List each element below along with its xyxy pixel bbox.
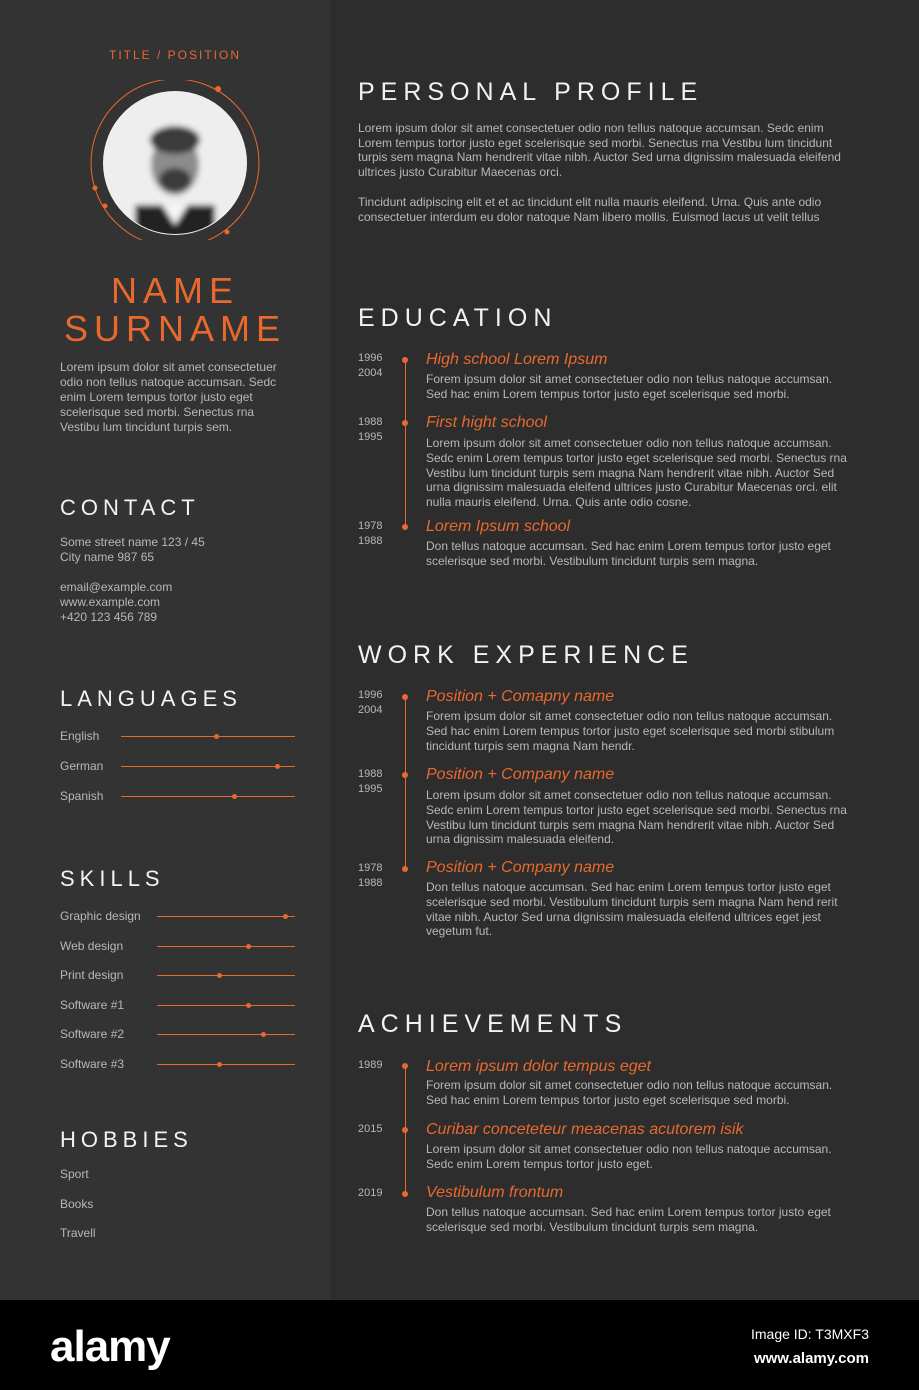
education-years	[358, 415, 382, 445]
timeline-dot	[402, 694, 408, 700]
year-start: 1988	[358, 416, 383, 428]
profile-heading: PERSONAL PROFILE	[358, 78, 704, 106]
achievement-year: 2015	[358, 1123, 383, 1135]
work-text: Lorem ipsum dolor sit amet consectetuer odio non tellus natoque accumsan. Sedc enim Lorem tempus tortor justo eget scelerisque sed morbi. Senectus rna Vestibu lum tincidunt turpis sem magna Nam hendrerit vitae nibh. Auctor Sed urna dignissim malesuada eleifend.	[426, 788, 847, 847]
language-row	[60, 729, 295, 743]
skill-level-marker	[246, 944, 251, 949]
skill-label: Web design	[60, 938, 124, 953]
skill-label: Software #2	[60, 1027, 125, 1042]
education-title: First hight school	[426, 414, 547, 431]
address-line-2: City name 987 65	[60, 550, 155, 564]
achievement-text: Forem ipsum dolor sit amet consectetuer odio non tellus natoque accumsan. Sed hac enim Lorem tempus tortor justo eget scelerisque sed morbi.	[426, 1078, 833, 1107]
timeline-dot	[402, 420, 408, 426]
language-level-marker	[275, 764, 280, 769]
skill-level-bar	[157, 946, 295, 947]
timeline-dot	[402, 866, 408, 872]
skill-label: Print design	[60, 968, 124, 983]
skill-level-bar	[157, 1064, 295, 1065]
timeline-dot	[402, 357, 408, 363]
language-level-bar	[121, 766, 295, 767]
avatar-icon	[90, 80, 260, 240]
language-level-marker	[214, 734, 219, 739]
work-timeline	[405, 697, 406, 870]
title-position: TITLE / POSITION	[108, 48, 241, 62]
achievement-year: 2019	[358, 1187, 383, 1199]
hobby-item: Books	[60, 1197, 94, 1211]
last-name: SURNAME	[63, 308, 287, 349]
achievement-title: Lorem ipsum dolor tempus eget	[426, 1058, 651, 1075]
skill-level-bar	[157, 1005, 295, 1006]
achievement-text: Lorem ipsum dolor sit amet consectetuer odio non tellus natoque accumsan. Sedc enim Lorem tempus tortor justo eget.	[426, 1142, 832, 1171]
hobbies-heading: HOBBIES	[60, 1127, 193, 1152]
website-text: www.example.com	[60, 595, 161, 609]
education-years	[358, 519, 382, 549]
skill-level-marker	[261, 1032, 266, 1037]
skill-row	[60, 968, 295, 982]
skill-row	[60, 998, 295, 1012]
language-label: German	[60, 759, 104, 773]
skill-label: Graphic design	[60, 909, 141, 923]
skill-level-marker	[217, 1062, 222, 1067]
skill-level-bar	[157, 1034, 295, 1035]
year-end: 1988	[358, 535, 383, 547]
hobby-item: Travell	[60, 1226, 96, 1240]
watermark-footer	[0, 1300, 919, 1390]
year-end: 1995	[358, 431, 383, 443]
contact-block	[60, 535, 205, 625]
work-title: Position + Company name	[426, 859, 615, 876]
achievements-heading: ACHIEVEMENTS	[358, 1010, 628, 1038]
first-name: NAME	[110, 270, 239, 311]
education-title: High school Lorem Ipsum	[426, 351, 608, 368]
year-start: 1978	[358, 520, 383, 532]
skill-row	[60, 1027, 295, 1041]
alamy-logo: alamy	[50, 1322, 170, 1371]
achievement-title: Curibar conceteteur meacenas acutorem isik	[426, 1121, 744, 1138]
work-years	[358, 767, 382, 797]
footer-url: www.alamy.com	[753, 1350, 869, 1367]
phone-text: +420 123 456 789	[60, 610, 158, 624]
address-line-1: Some street name 123 / 45	[60, 535, 205, 549]
year-end: 1988	[358, 877, 383, 889]
education-text: Lorem ipsum dolor sit amet consectetuer odio non tellus natoque accumsan. Sedc enim Lorem tempus tortor justo eget scelerisque sed morbi. Senectus rna Vestibu lum tincidunt turpis sem magna Nam hendrerit vitae nibh. Auctor Sed urna dignissim malesuada eleifend ultrices justo Curabitur Maecenas orci. elit nulla mauris eleifend. Urna. Quis ante odio cosne.	[426, 436, 847, 510]
timeline-dot	[402, 1063, 408, 1069]
bio-text: Lorem ipsum dolor sit amet consectetuer odio non tellus natoque accumsan. Sedc enim Lorem tempus tortor justo eget scelerisque sed morbi. Senectus rna Vestibu lum tincidunt turpis sem.	[60, 360, 277, 434]
skill-level-bar	[157, 975, 295, 976]
language-label: English	[60, 729, 100, 743]
skill-label: Software #1	[60, 997, 125, 1012]
achievement-year: 1989	[358, 1059, 383, 1071]
education-text: Don tellus natoque accumsan. Sed hac enim Lorem tempus tortor justo eget scelerisque sed morbi. Vestibulum tincidunt turpis sem magna.	[426, 539, 831, 568]
language-level-marker	[232, 794, 237, 799]
profile-para-2: Tincidunt adipiscing elit et et ac tincidunt elit nulla mauris eleifend. Urna. Quis ante odio consectetuer interdum eu dolor natoque Nam libero mollis. Euismod lacus ut velit tellus	[358, 195, 822, 224]
work-years	[358, 688, 382, 718]
work-title: Position + Company name	[426, 766, 615, 783]
skill-level-marker	[217, 973, 222, 978]
candidate-name	[0, 272, 350, 348]
skill-level-marker	[246, 1003, 251, 1008]
education-heading: EDUCATION	[358, 304, 558, 332]
year-start: 1988	[358, 768, 383, 780]
language-level-bar	[121, 796, 295, 797]
year-start: 1996	[358, 689, 383, 701]
skill-label: Software #3	[60, 1057, 125, 1071]
timeline-dot	[402, 772, 408, 778]
skill-row	[60, 939, 295, 953]
profile-para-1: Lorem ipsum dolor sit amet consectetuer odio non tellus natoque accumsan. Sedc enim Lorem tempus tortor justo eget scelerisque sed morbi. Senectus rna Vestibu lum tincidunt turpis sem magna Nam hendrerit vitae nibh. Auctor Sed urna dignissim malesuada eleifend ultrices justo Curabitur Maecenas orci.	[358, 121, 841, 179]
education-text: Forem ipsum dolor sit amet consectetuer odio non tellus natoque accumsan. Sed hac enim Lorem tempus tortor justo eget scelerisque sed morbi.	[426, 372, 833, 401]
achievement-text: Don tellus natoque accumsan. Sed hac enim Lorem tempus tortor justo eget scelerisque sed morbi. Vestibulum tincidunt turpis sem magna.	[426, 1205, 831, 1234]
year-end: 1995	[358, 783, 383, 795]
work-text: Don tellus natoque accumsan. Sed hac enim Lorem tempus tortor justo eget scelerisque sed morbi. Vestibulum tincidunt turpis sem magna Nam hend rerit vitae nibh. Auctor Sed urna dignissim malesuada eleifend ultrices eget jest vegetum fut.	[426, 880, 838, 939]
skill-row	[60, 909, 295, 923]
sidebar	[0, 0, 330, 1300]
year-end: 2004	[358, 367, 383, 379]
education-years	[358, 351, 382, 381]
languages-heading: LANGUAGES	[60, 686, 242, 711]
work-years	[358, 861, 382, 891]
skill-level-marker	[283, 914, 288, 919]
timeline-dot	[402, 1191, 408, 1197]
skill-row	[60, 1057, 295, 1071]
email-text: email@example.com	[60, 580, 173, 594]
year-end: 2004	[358, 704, 383, 716]
timeline-dot	[402, 1127, 408, 1133]
work-text: Forem ipsum dolor sit amet consectetuer odio non tellus natoque accumsan. Sed hac enim Lorem tempus tortor justo eget scelerisque sed morbi stibulum tincidunt turpis sem magna Nam hendr.	[426, 709, 835, 753]
contact-heading: CONTACT	[60, 495, 200, 520]
achievement-title: Vestibulum frontum	[426, 1184, 564, 1201]
skills-heading: SKILLS	[60, 866, 165, 891]
language-row	[60, 759, 295, 773]
skill-level-bar	[157, 916, 295, 917]
language-row	[60, 789, 295, 803]
education-title: Lorem Ipsum school	[426, 518, 571, 535]
image-id: Image ID: T3MXF3	[750, 1326, 869, 1342]
work-heading: WORK EXPERIENCE	[358, 641, 694, 669]
education-timeline	[405, 360, 406, 528]
year-start: 1978	[358, 862, 383, 874]
year-start: 1996	[358, 352, 383, 364]
language-label: Spanish	[60, 789, 104, 803]
work-title: Position + Comapny name	[426, 688, 615, 705]
hobby-item: Sport	[60, 1167, 89, 1181]
language-level-bar	[121, 736, 295, 737]
timeline-dot	[402, 524, 408, 530]
profile-photo	[90, 80, 260, 235]
